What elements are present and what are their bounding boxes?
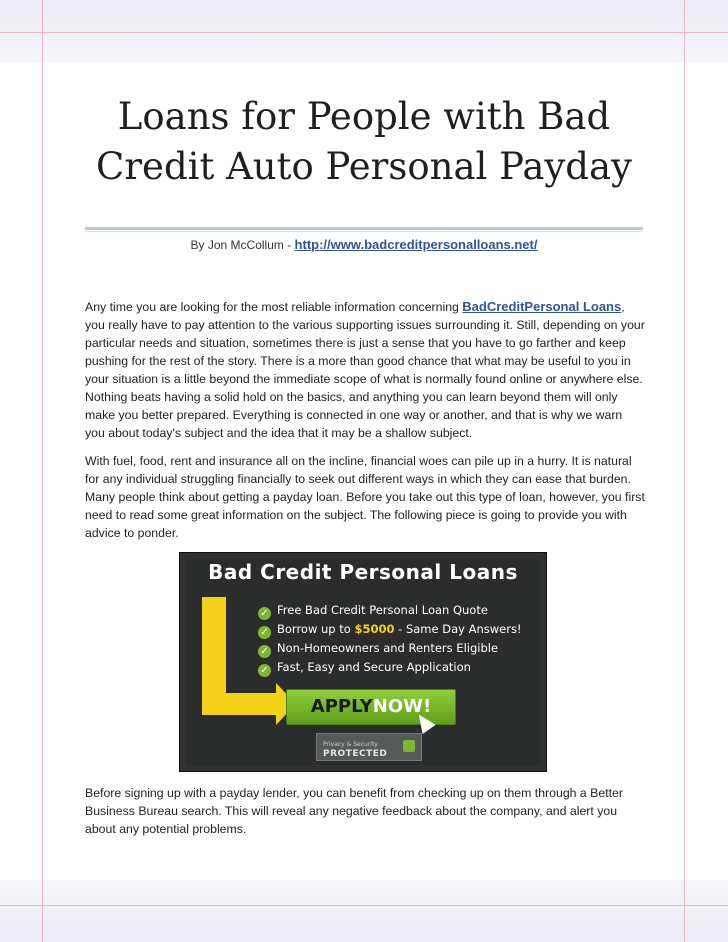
now-label: NOW!	[372, 696, 432, 717]
paragraph-text: Any time you are looking for the most reliable information concerning	[85, 300, 463, 314]
check-icon: ✓	[258, 664, 271, 677]
ad-feature-item	[258, 620, 522, 639]
ad-feature-item	[258, 658, 522, 677]
byline-author: By Jon McCollum -	[190, 238, 295, 252]
ad-banner[interactable]	[179, 552, 547, 772]
paragraph-intro	[85, 298, 645, 442]
check-icon: ✓	[258, 645, 271, 658]
ad-feature-amount: $5000	[354, 622, 395, 636]
frame-line-bottom	[0, 905, 728, 906]
apply-label: APPLY	[310, 696, 373, 717]
page-top-band	[0, 0, 728, 62]
byline	[85, 237, 643, 252]
frame-line-top	[0, 32, 728, 33]
ad-feature-text: Free Bad Credit Personal Loan Quote	[277, 603, 488, 617]
ad-feature-text: Non-Homeowners and Renters Eligible	[277, 641, 499, 655]
ad-title: Bad Credit Personal Loans	[208, 560, 518, 584]
check-icon: ✓	[258, 607, 271, 620]
badge-caption: Privacy & Security	[323, 741, 378, 748]
title-divider	[85, 227, 643, 230]
badge-label: PROTECTED	[323, 749, 388, 759]
ad-feature-text: - Same Day Answers!	[394, 622, 522, 636]
frame-line-left	[42, 0, 43, 942]
ad-feature-item	[258, 639, 522, 658]
ad-feature-item	[258, 601, 522, 620]
title-divider-thin	[85, 231, 643, 232]
ad-feature-text: Fast, Easy and Secure Application	[277, 660, 471, 674]
page-title: Loans for People with Bad Credit Auto Personal Payday	[96, 95, 632, 188]
paragraph-text: , you really have to pay attention to the various supporting issues surrounding it. Still, depending on your particular needs and situation, sometimes there is just a sense that you have to go farther and keep pushing for the rest of the story. There is a more than good chance that what may be useful to you in your situation is a little beyond the immediate scope of what is normally found online or anywhere else. Nothing beats having a solid hold on the basics, and anything you can learn beyond them will only make you better prepared. Everything is connected in one way or another, and that is why we warn you about today's subject and the idea that it may be a shallow subject.	[85, 300, 645, 440]
byline-link[interactable]: http://www.badcreditpersonalloans.net/	[294, 237, 538, 252]
paragraph: Before signing up with a payday lender, you can benefit from checking up on them through a Better Business Bureau search. This will reveal any negative feedback about the company, and alert you about any potential problems.	[85, 786, 623, 836]
article-body	[85, 298, 645, 848]
inline-link[interactable]: BadCreditPersonal Loans	[462, 299, 622, 314]
ad-feature-list	[258, 601, 522, 677]
page-bottom-band	[0, 880, 728, 942]
ad-feature-text: Borrow up to	[277, 622, 355, 636]
paragraph: With fuel, food, rent and insurance all on the incline, financial woes can pile up in a hurry. It is natural for any individual struggling financially to seek out different ways in which they can ease that burden. Many people think about getting a payday loan. Before you take out this type of loan, however, you first need to read some great information on the subject. The following piece is going to provide you with advice to ponder.	[85, 454, 645, 540]
arrow-icon-horizontal	[202, 693, 276, 715]
frame-line-right	[684, 0, 685, 942]
security-badge	[316, 733, 422, 761]
check-icon: ✓	[258, 626, 271, 639]
lock-icon	[403, 740, 415, 752]
